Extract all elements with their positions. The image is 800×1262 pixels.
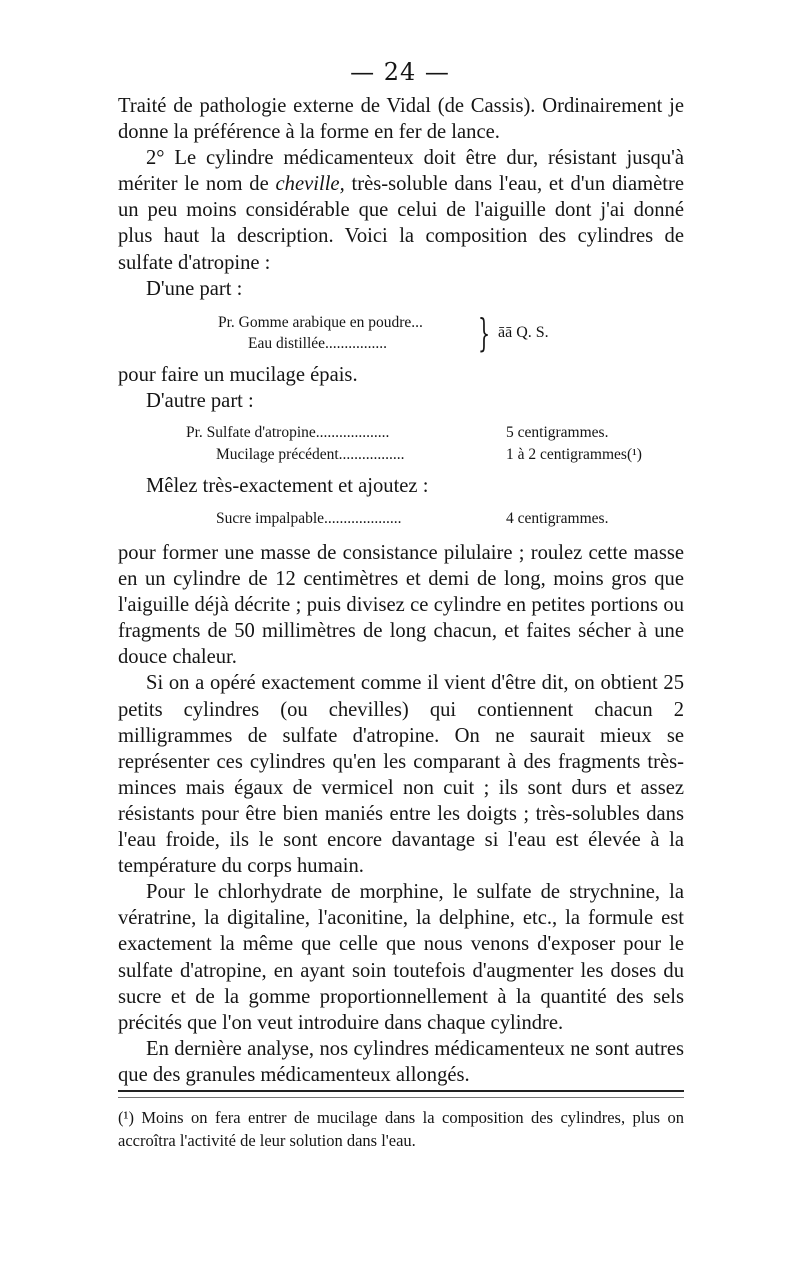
recipe-quantity: 4 centigrammes. [506,510,609,527]
paragraph: pour former une masse de consistance pilulaire ; roulez cette masse en un cylindre de 12 centimètres et demi de long, moins gros que l'aiguille déjà décrite ; puis divisez ce cylindre en petites portions ou fragments de 50 millimètres de long chacun, et faites sécher à une douce chaleur. [118,542,684,669]
recipe-line: Sucre impalpable.................... [216,510,402,527]
text-block-bottom [118,540,684,1088]
text-line [118,473,684,499]
paragraph: Mêlez très-exactement et ajoutez : [146,475,429,497]
recipe-line: Pr. Sulfate d'atropine................... [186,424,390,441]
paragraph: D'une part : [146,277,243,300]
footnote-rule [118,1097,684,1098]
recipe-quantity: 5 centigrammes. [506,424,609,441]
paragraph-text: 2° Le cylindre médicamenteux doit être dur, résistant jusqu'à mériter le nom de [118,147,684,196]
recipe-line: Mucilage précédent................. [216,446,405,463]
footnote-rule [118,1090,684,1092]
paragraph [118,145,684,275]
text-line [118,362,684,414]
recipe-gum [218,312,598,356]
brace-symbol: } [478,311,491,355]
paragraph: D'autre part : [146,390,254,413]
footnote: (¹) Moins on fera entrer de mucilage dans la composition des cylindres, plus on accroîtra l'activité de leur solution dans l'eau. [118,1108,684,1150]
recipe-quantity: 1 à 2 centigrammes(¹) [506,446,642,463]
recipe-quantity: āā Q. S. [498,324,549,341]
recipe-sugar [216,508,686,530]
paragraph: Si on a opéré exactement comme il vient d'être dit, on obtient 25 petits cylindres (ou chevilles) qui contiennent chacun 2 milligrammes de sulfate d'atropine. On ne saurait mieux se représenter ces cylindres qu'en les comparant à des fragments très-minces mais égaux de vermicel non cuit ; ils sont durs et assez résistants pour être bien maniés entre les doigts ; très-solubles dans l'eau froide, ils le sont encore davantage si l'eau est élevée à la température du corps humain. [118,672,684,878]
recipe-line: Eau distillée................ [248,335,388,352]
paragraph: pour faire un mucilage épais. [118,364,358,386]
recipe-line: Pr. Gomme arabique en poudre... [218,314,423,331]
paragraph: En dernière analyse, nos cylindres médicamenteux ne sont autres que des granules médicamenteux allongés. [118,1037,684,1086]
paragraph: Traité de pathologie externe de Vidal (de Cassis). Ordinairement je donne la préférence à la forme en fer de lance. [118,95,684,144]
recipe-atropine [186,422,686,466]
italic-term: cheville, [275,173,345,196]
page-number: — 24 — [350,58,450,86]
text-block-top [118,93,684,302]
paragraph-text: très-soluble dans l'eau, et d'un diamètre un peu moins considérable que celui de l'aiguille dont j'ai donné plus haut la description. Voici la composition des cylindres de sulfate d'atropine : [118,173,684,274]
paragraph: Pour le chlorhydrate de morphine, le sulfate de strychnine, la vératrine, la digitaline, l'aconitine, la delphine, etc., la formule est exactement la même que celle que nous venons d'exposer pour le sulfate d'atropine, en ayant soin toutefois d'augmenter les doses du sucre et de la gomme proportionnellement à la quantité des sels précités que l'on veut introduire dans chaque cylindre. [118,881,684,1034]
